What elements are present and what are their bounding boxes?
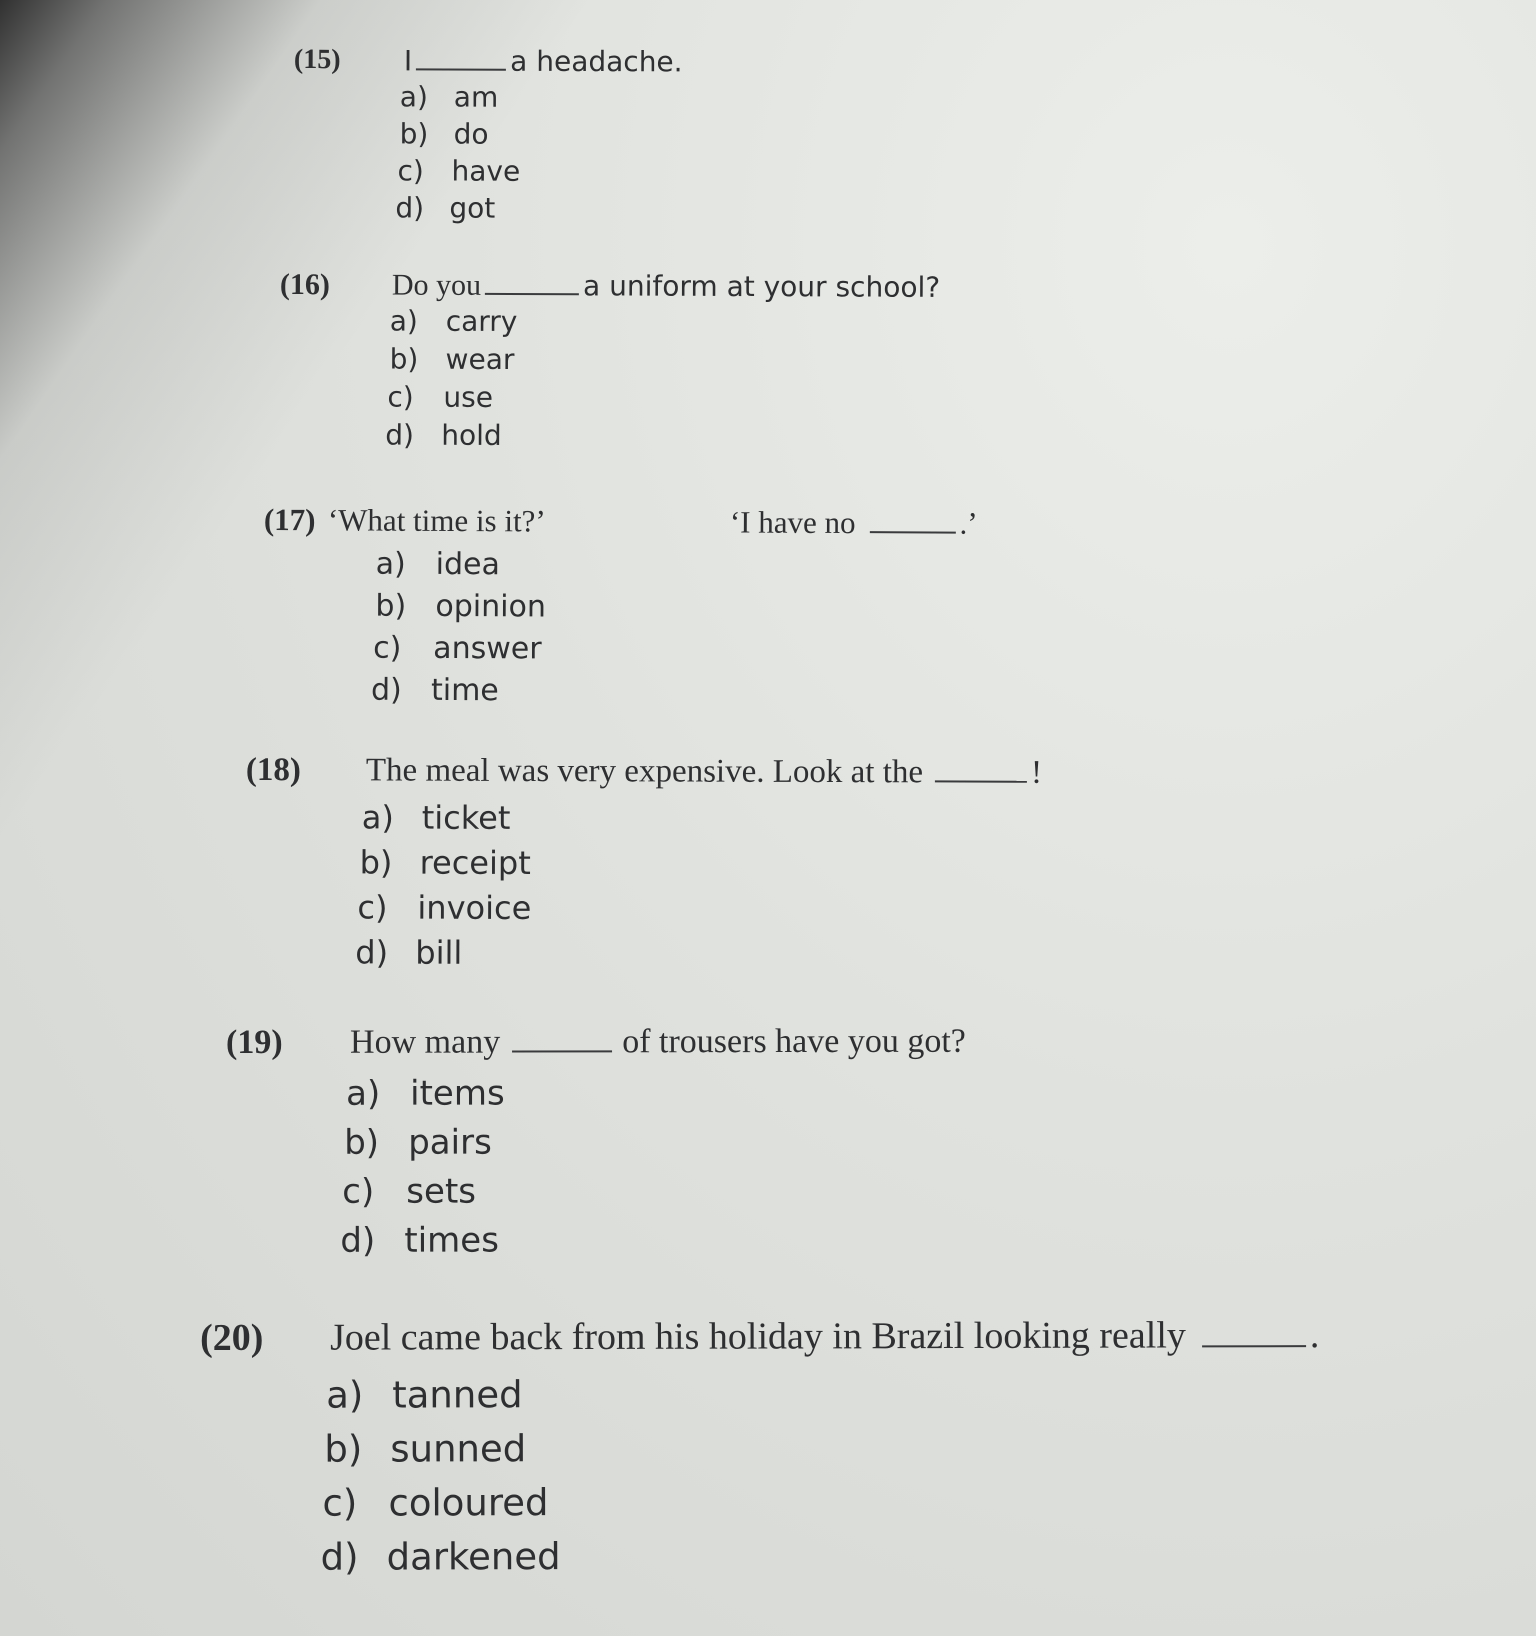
question-number: (17) <box>263 502 316 538</box>
option-letter: b) <box>389 342 419 376</box>
option-text: am <box>453 80 499 114</box>
option-a[interactable] <box>326 1373 560 1428</box>
stem-part: . <box>1309 1314 1320 1357</box>
question-19 <box>226 1022 966 1270</box>
option-letter: c) <box>387 380 414 414</box>
stem-part: a uniform at your school? <box>583 269 941 304</box>
option-d[interactable] <box>385 418 517 457</box>
option-list <box>340 1073 505 1270</box>
option-letter: b) <box>324 1427 363 1471</box>
stem-part: ‘What time is it?’ <box>327 502 546 539</box>
question-stem <box>245 752 1043 803</box>
option-letter: d) <box>355 933 389 972</box>
option-letter: d) <box>395 191 425 225</box>
stem-part: .’ <box>959 505 978 541</box>
option-letter: a) <box>375 546 406 582</box>
question-number: (15) <box>293 44 341 76</box>
question-15 <box>293 44 683 229</box>
option-d[interactable] <box>321 1535 561 1590</box>
question-stem <box>263 502 978 553</box>
option-text: hold <box>441 418 502 452</box>
option-text: bill <box>415 933 463 972</box>
option-letter: c) <box>342 1171 375 1212</box>
question-18 <box>245 752 1043 979</box>
option-letter: d) <box>370 672 402 708</box>
question-text <box>328 502 546 539</box>
option-letter: a) <box>389 304 418 338</box>
option-text: time <box>430 672 499 709</box>
question-text <box>392 268 940 304</box>
option-c[interactable] <box>322 1481 560 1536</box>
option-text: coloured <box>388 1481 549 1525</box>
option-text: idea <box>435 546 500 583</box>
question-text <box>350 1023 966 1062</box>
option-text: ticket <box>421 798 511 837</box>
option-d[interactable] <box>340 1221 505 1270</box>
option-letter: d) <box>385 418 415 452</box>
option-letter: c) <box>357 888 388 927</box>
question-text <box>404 44 683 78</box>
option-text: invoice <box>417 888 532 927</box>
option-letter: c) <box>373 630 402 666</box>
option-letter: a) <box>361 798 394 837</box>
option-b[interactable] <box>400 117 521 154</box>
question-stem <box>279 268 941 313</box>
option-text: darkened <box>386 1535 561 1579</box>
answer-blank <box>935 774 1027 783</box>
option-letter: a) <box>326 1373 364 1417</box>
option-b[interactable] <box>375 589 546 632</box>
option-c[interactable] <box>357 888 531 934</box>
option-list <box>385 304 518 457</box>
option-text: got <box>449 191 496 225</box>
option-b[interactable] <box>344 1123 505 1172</box>
stem-part: ! <box>1031 754 1043 791</box>
stem-part: ‘I have no <box>729 504 856 541</box>
option-text: items <box>410 1073 505 1114</box>
option-text: use <box>443 380 494 414</box>
question-number: (19) <box>226 1023 283 1061</box>
option-text: tanned <box>392 1373 523 1417</box>
option-c[interactable] <box>342 1172 505 1221</box>
option-letter: a) <box>399 80 428 114</box>
stem-part: of trousers have you got? <box>622 1022 966 1061</box>
option-letter: b) <box>375 588 407 624</box>
stem-part: a headache. <box>510 44 683 79</box>
option-text: sets <box>406 1171 477 1212</box>
option-a[interactable] <box>346 1074 505 1123</box>
option-text: do <box>453 117 489 151</box>
option-text: times <box>404 1220 499 1261</box>
question-stem <box>226 1022 966 1076</box>
option-c[interactable] <box>387 380 517 419</box>
question-17 <box>263 502 978 715</box>
option-letter: b) <box>359 843 393 882</box>
answer-blank <box>1202 1338 1306 1348</box>
option-list <box>320 1373 561 1590</box>
question-text <box>330 1313 1319 1360</box>
option-letter: c) <box>397 154 424 188</box>
option-b[interactable] <box>360 843 532 889</box>
question-number: (20) <box>200 1316 264 1359</box>
answer-blank <box>485 287 579 295</box>
stem-part: Joel came back from his holiday in Brazil looking really <box>330 1314 1186 1359</box>
question-stem <box>293 44 683 89</box>
question-response <box>730 504 978 541</box>
question-number: (18) <box>245 752 301 789</box>
question-20 <box>200 1314 1320 1590</box>
option-letter: d) <box>340 1220 376 1261</box>
option-text: have <box>451 154 521 188</box>
option-d[interactable] <box>395 191 520 228</box>
option-c[interactable] <box>397 154 520 191</box>
option-text: opinion <box>435 588 546 625</box>
stem-part: The meal was very expensive. Look at the <box>365 752 924 791</box>
question-text <box>366 752 1042 791</box>
option-text: receipt <box>419 843 531 882</box>
option-text: answer <box>433 630 542 667</box>
answer-blank <box>416 63 506 71</box>
stem-part: How many <box>349 1023 501 1061</box>
option-d[interactable] <box>371 673 546 716</box>
option-letter: d) <box>320 1535 359 1579</box>
option-list <box>395 80 521 228</box>
option-list <box>355 798 532 979</box>
stem-part: I <box>403 44 413 78</box>
question-stem <box>200 1314 1320 1374</box>
stem-part: Do you <box>391 268 482 302</box>
option-text: wear <box>445 342 515 377</box>
option-letter: b) <box>344 1122 380 1163</box>
option-letter: b) <box>399 117 429 151</box>
option-text: carry <box>445 304 518 339</box>
option-a[interactable] <box>362 798 532 844</box>
option-text: pairs <box>408 1122 492 1163</box>
option-c[interactable] <box>373 631 546 674</box>
option-list <box>370 546 546 716</box>
answer-blank <box>870 525 956 534</box>
option-text: sunned <box>390 1427 527 1471</box>
answer-blank <box>512 1044 612 1053</box>
option-letter: c) <box>322 1481 358 1525</box>
option-b[interactable] <box>324 1427 560 1482</box>
question-16 <box>279 268 941 457</box>
question-number: (16) <box>279 268 330 302</box>
option-b[interactable] <box>390 342 518 381</box>
option-letter: a) <box>346 1073 381 1114</box>
option-d[interactable] <box>355 933 531 979</box>
